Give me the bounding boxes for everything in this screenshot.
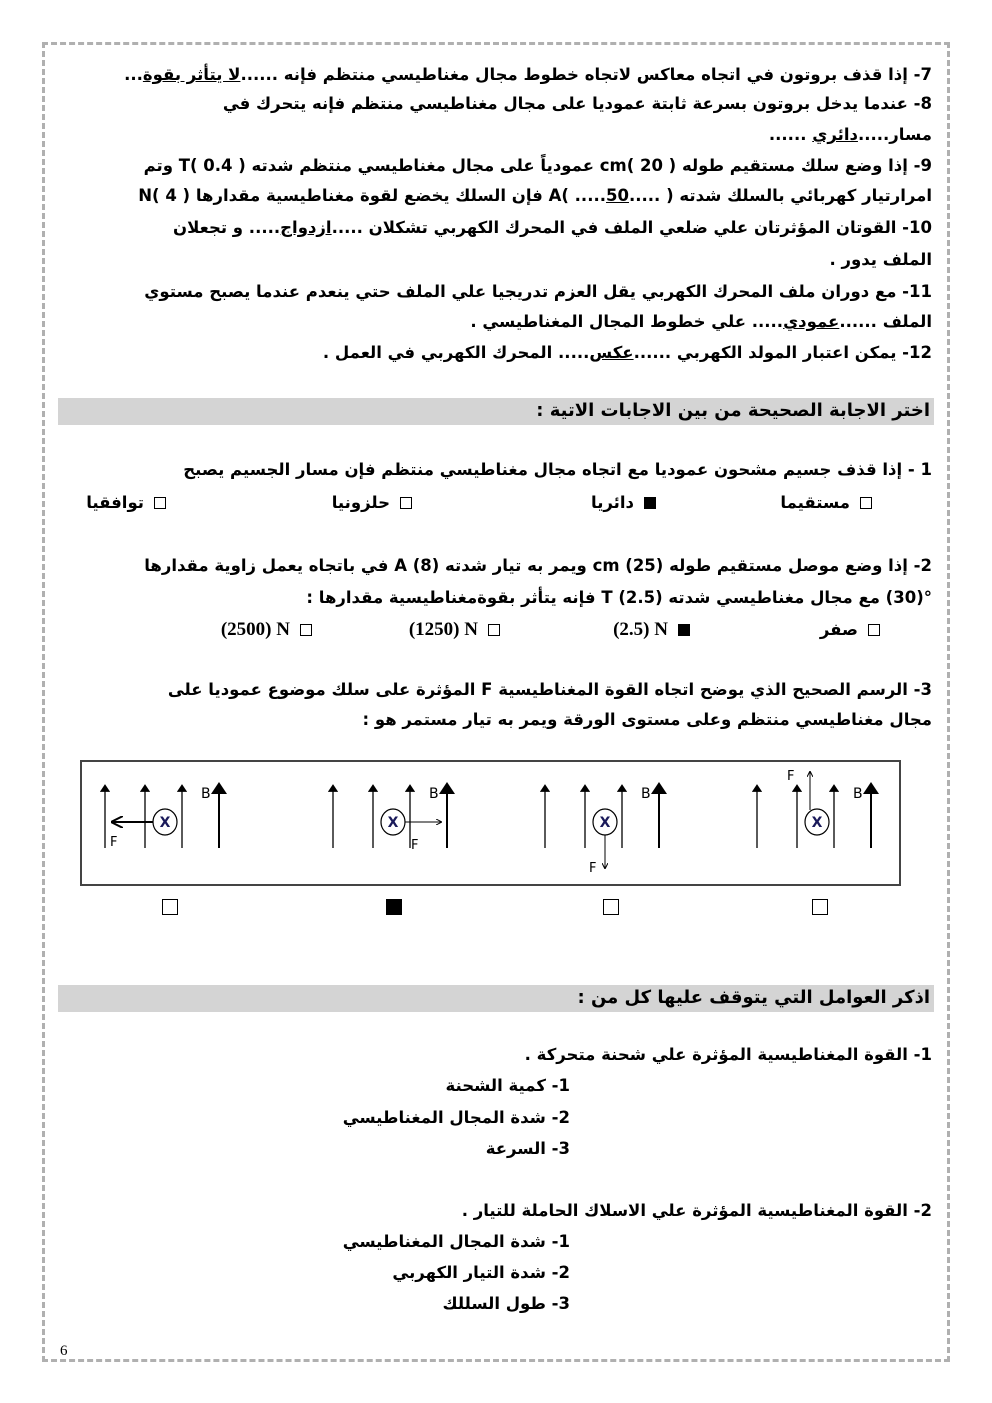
- question-10: 10- القوتان المؤثرتان علي ضلعي الملف في المحرك الكهربي تشكلان .....ازدواج..... و تجعلان: [173, 218, 932, 237]
- section-header-mcq: اختر الاجابة الصحيحة من بين الاجابات الاتية :: [58, 398, 934, 425]
- factor-answer: 1- شدة المجال المغناطيسي: [342, 1232, 570, 1251]
- option-straight[interactable]: مستقيما: [780, 492, 872, 514]
- checkbox-checked[interactable]: [644, 497, 656, 509]
- force-label: F: [589, 861, 597, 876]
- mcq-question-3-cont: مجال مغناطيسي منتظم وعلى مستوى الورقة ويمر به تيار مستمر هو :: [362, 710, 932, 729]
- option-helical[interactable]: حلزونيا: [332, 492, 412, 514]
- wire-into-page-symbol: X: [811, 815, 823, 831]
- question-12: 12- يمكن اعتبار المولد الكهربي ......عكس..... المحرك الكهربي في العمل .: [322, 343, 932, 362]
- page-border: [42, 42, 950, 1362]
- wire-into-page-symbol: X: [387, 815, 399, 831]
- answer: 50: [606, 186, 629, 205]
- factor-question-1: 1- القوة المغناطيسية المؤثرة علي شحنة متحركة .: [524, 1045, 932, 1064]
- checkbox[interactable]: [488, 624, 500, 636]
- option-harmonic[interactable]: توافقيا: [86, 492, 166, 514]
- option-zero[interactable]: صفر: [820, 619, 880, 641]
- force-label: F: [787, 769, 795, 784]
- diagram-choice-1-checkbox[interactable]: [162, 899, 178, 915]
- wire-into-page-symbol: X: [599, 815, 611, 831]
- factor-answer: 3- طول السللك: [442, 1294, 570, 1313]
- option-1250N[interactable]: (1250) N: [409, 619, 500, 641]
- checkbox[interactable]: [868, 624, 880, 636]
- question-7: 7- إذا قذف بروتون في اتجاه معاكس لاتجاه خطوط مجال مغناطيسي منتظم فإنه ......لا يتأثر بقوة...: [124, 65, 932, 84]
- answer: عمودي: [783, 312, 840, 331]
- page-number: 6: [60, 1343, 68, 1359]
- field-label: B: [641, 786, 651, 802]
- force-label: F: [110, 835, 118, 850]
- question-9: 9- إذا وضع سلك مستقيم طوله cm( 20 ) عمودياً على مجال مغناطيسي منتظم شدته T( 0.4 ) وتم: [143, 156, 932, 175]
- factor-answer: 2- شدة المجال المغناطيسي: [342, 1108, 570, 1127]
- force-direction-diagram: [80, 760, 901, 886]
- mcq-question-2-cont: °(30) مع مجال مغناطيسي شدته T (2.5) فإنه يتأثر بقوةمغناطيسية مقدارها :: [306, 588, 932, 607]
- question-11: 11- مع دوران ملف المحرك الكهربي يقل العزم تدريجيا علي الملف حتي ينعدم عندما يصبح مستوي: [144, 282, 932, 301]
- checkbox[interactable]: [860, 497, 872, 509]
- checkbox[interactable]: [154, 497, 166, 509]
- mcq-question-3: 3- الرسم الصحيح الذي يوضح اتجاه القوة المغناطيسية F المؤثرة على سلك موضوع عموديا على: [167, 680, 932, 699]
- option-2500N[interactable]: (2500) N: [221, 619, 312, 641]
- field-label: B: [429, 786, 439, 802]
- question-9-cont: امرارتيار كهربائي بالسلك شدته A( .....50..... ) فإن السلك يخضع لقوة مغناطيسية مقدارها N( 4 ): [138, 186, 932, 205]
- field-label: B: [853, 786, 863, 802]
- factor-answer: 2- شدة التيار الكهربي: [392, 1263, 570, 1282]
- answer: دائري: [812, 125, 858, 144]
- checkbox-checked[interactable]: [678, 624, 690, 636]
- answer: لا يتأثر بقوة: [142, 65, 241, 84]
- force-label: F: [411, 838, 419, 853]
- question-10-cont: الملف يدور .: [829, 250, 932, 269]
- answer: عكس: [589, 343, 634, 362]
- mcq-question-1: 1 - إذا قذف جسيم مشحون عموديا مع اتجاه مجال مغناطيسي منتظم فإن مسار الجسيم يصبح: [183, 460, 932, 479]
- section-header-factors: اذكر العوامل التي يتوقف عليها كل من :: [58, 985, 934, 1012]
- option-2.5N[interactable]: (2.5) N: [613, 619, 690, 641]
- factor-question-2: 2- القوة المغناطيسية المؤثرة علي الاسلاك الحاملة للتيار .: [461, 1201, 932, 1220]
- wire-into-page-symbol: X: [159, 815, 171, 831]
- checkbox[interactable]: [400, 497, 412, 509]
- option-circular[interactable]: دائريا: [591, 492, 656, 514]
- factor-answer: 1- كمية الشحنة: [445, 1076, 570, 1095]
- question-8: 8- عندما يدخل بروتون بسرعة ثابتة عموديا على مجال مغناطيسي منتظم فإنه يتحرك في: [222, 94, 932, 113]
- answer: ازدواج: [280, 218, 332, 237]
- diagram-frame: [81, 761, 900, 885]
- diagram-choice-3-checkbox[interactable]: [603, 899, 619, 915]
- field-label: B: [201, 786, 211, 802]
- checkbox[interactable]: [300, 624, 312, 636]
- diagram-choice-4-checkbox[interactable]: [812, 899, 828, 915]
- mcq-question-2: 2- إذا وضع موصل مستقيم طوله cm (25) ويمر به تيار شدته A (8) في باتجاه يعمل زاوية مقدارها: [144, 556, 932, 575]
- factor-answer: 3- السرعة: [485, 1139, 570, 1158]
- question-8-cont: مسار.....دائري ......: [768, 125, 932, 144]
- diagram-choice-2-checkbox-checked[interactable]: [386, 899, 402, 915]
- question-11-cont: الملف ......عمودي..... علي خطوط المجال المغناطيسي .: [470, 312, 932, 331]
